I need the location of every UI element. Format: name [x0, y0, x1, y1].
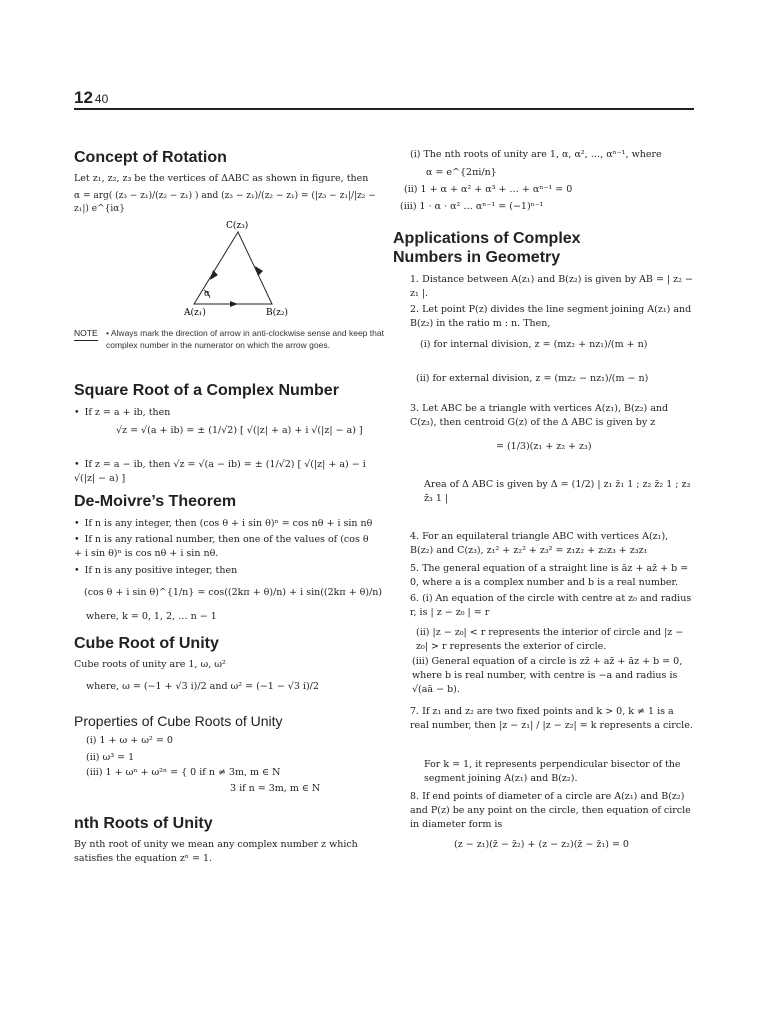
- arrow-ab-icon: [230, 301, 238, 307]
- nth-title: nth Roots of Unity: [74, 815, 213, 832]
- demoivre-bullet-1: • If n is any integer, then (cos θ + i sin θ)ⁿ = cos nθ + i sin nθ: [74, 517, 384, 531]
- geo-item-7: 7. If z₁ and z₂ are two fixed points and k > 0, k ≠ 1 is a real number, then |z − z₁| / |z − z₂| = k represents a circle.: [410, 706, 693, 731]
- geo-item-6c: (iii) General equation of a circle is zz̄ + az̄ + āz + b = 0, where b is real number, with centre is −a and radius is √(aā − b).: [412, 656, 683, 695]
- nth-prop-i-formula: α = e^{2πi/n}: [426, 167, 497, 178]
- sqrt-bullet-1: • If z = a + ib, then: [74, 406, 170, 420]
- rotation-intro: Let z₁, z₂, z₃ be the vertices of ΔABC as shown in figure, then: [74, 173, 369, 184]
- geo-item-8-formula: (z − z₁)(z̄ − z̄₂) + (z − z₂)(z̄ − z̄₁) = 0: [454, 839, 629, 850]
- geo-item-3: 3. Let ABC be a triangle with vertices A(z₁), B(z₂) and C(z₃), then centroid G(z) of the Δ ABC is given by z: [410, 403, 669, 428]
- geo-item-3-formula: = (1/3)(z₁ + z₂ + z₃): [496, 441, 592, 452]
- demoivre-where: where, k = 0, 1, 2, … n − 1: [86, 611, 217, 622]
- note-body: • Always mark the direction of arrow in anti-clockwise sense and keep that complex number in the numerator on which the arrow goes.: [106, 328, 384, 350]
- geo-item-2: 2. Let point P(z) divides the line segment joining A(z₁) and B(z₂) in the ratio m : n. Then,: [410, 304, 692, 329]
- rotation-triangle-figure: [180, 218, 290, 318]
- nth-prop-ii: (ii) 1 + α + α² + α³ + … + αⁿ⁻¹ = 0: [404, 184, 573, 195]
- page-number: 12 40: [74, 88, 109, 107]
- cube-props-title: Properties of Cube Roots of Unity: [74, 713, 283, 729]
- label-b: B(z₂): [266, 308, 288, 318]
- geo-item-6b: (ii) |z − z₀| < r represents the interior of circle and |z − z₀| > r represents the exterior of circle.: [416, 627, 684, 652]
- cube-prop-3b: 3 if n = 3m, m ∈ N: [230, 783, 321, 794]
- label-c: C(z₃): [226, 221, 249, 231]
- cube-line-2: where, ω = (−1 + √3 i)/2 and ω² = (−1 − √3 i)/2: [86, 681, 319, 692]
- geo-item-6: 6. (i) An equation of the circle with centre at z₀ and radius r, is | z − z₀ | = r: [410, 593, 692, 618]
- label-a: A(z₁): [184, 308, 206, 318]
- geo-item-2a: (i) for internal division, z = (mz₂ + nz₁)/(m + n): [420, 339, 648, 350]
- rotation-title: Concept of Rotation: [74, 149, 227, 166]
- label-alpha: α: [204, 289, 211, 299]
- geo-title: Applications of Complex Numbers in Geometry: [393, 230, 581, 267]
- rotation-formula: α = arg( (z₃ − z₁)/(z₂ − z₁) ) and (z₃ − z₁)/(z₂ − z₁) = (|z₃ − z₁|/|z₂ − z₁|) e^{iα}: [74, 191, 376, 215]
- demoivre-bullet-2: • If n is any rational number, then one of the values of (cos θ + i sin θ)ⁿ is cos nθ + i sin nθ.: [74, 533, 374, 561]
- header-rule: [74, 108, 694, 110]
- sqrt-bullet-2: • If z = a − ib, then √z = √(a − ib) = ± (1/√2) [ √(|z| + a) − i √(|z| − a) ]: [74, 458, 384, 486]
- geo-item-4: 4. For an equilateral triangle ABC with vertices A(z₁), B(z₂) and C(z₃), z₁² + z₂² + z₃² = z₁z₂ + z₂z₃ + z₃z₁: [410, 531, 669, 556]
- geo-item-2b: (ii) for external division, z = (mz₂ − nz₁)/(m − n): [416, 373, 649, 384]
- sqrt-title: Square Root of a Complex Number: [74, 382, 339, 399]
- cube-prop-3a: (iii) 1 + ωⁿ + ω²ⁿ = { 0 if n ≠ 3m, m ∈ N: [86, 767, 281, 778]
- demoivre-bullet-3: • If n is any positive integer, then: [74, 564, 237, 578]
- geo-item-8: 8. If end points of diameter of a circle are A(z₁) and B(z₂) and P(z) be any point on the circle, then equation of circle in diameter form is: [410, 791, 691, 830]
- geo-item-1: 1. Distance between A(z₁) and B(z₂) is given by AB = | z₂ − z₁ |.: [410, 274, 693, 299]
- geo-item-7b: For k = 1, it represents perpendicular bisector of the segment joining A(z₁) and B(z₂).: [424, 759, 681, 784]
- geo-item-5: 5. The general equation of a straight line is āz + az̄ + b = 0, where a is a complex number and b is a real number.: [410, 563, 689, 588]
- note-label: NOTE: [74, 328, 98, 341]
- demoivre-title: De-Moivre’s Theorem: [74, 493, 237, 510]
- nth-prop-i: (i) The nth roots of unity are 1, α, α², …, αⁿ⁻¹, where: [410, 149, 662, 160]
- demoivre-formula: (cos θ + i sin θ)^{1/n} = cos((2kπ + θ)/n) + i sin((2kπ + θ)/n): [84, 587, 383, 598]
- page-sub-number: 40: [94, 92, 109, 106]
- cube-prop-1: (i) 1 + ω + ω² = 0: [86, 735, 173, 746]
- nth-prop-iii: (iii) 1 · α · α² … αⁿ⁻¹ = (−1)ⁿ⁻¹: [400, 201, 544, 212]
- cube-title: Cube Root of Unity: [74, 635, 219, 652]
- sqrt-formula-1: √z = √(a + ib) = ± (1/√2) [ √(|z| + a) + i √(|z| − a) ]: [116, 425, 363, 436]
- geo-area: Area of Δ ABC is given by Δ = (1/2) | z₁ z̄₁ 1 ; z₂ z̄₂ 1 ; z₃ z̄₃ 1 |: [424, 479, 691, 504]
- cube-prop-2: (ii) ω³ = 1: [86, 752, 135, 763]
- nth-line-1: By nth root of unity we mean any complex number z which satisfies the equation zⁿ = 1.: [74, 839, 358, 864]
- cube-line-1: Cube roots of unity are 1, ω, ω²: [74, 659, 226, 670]
